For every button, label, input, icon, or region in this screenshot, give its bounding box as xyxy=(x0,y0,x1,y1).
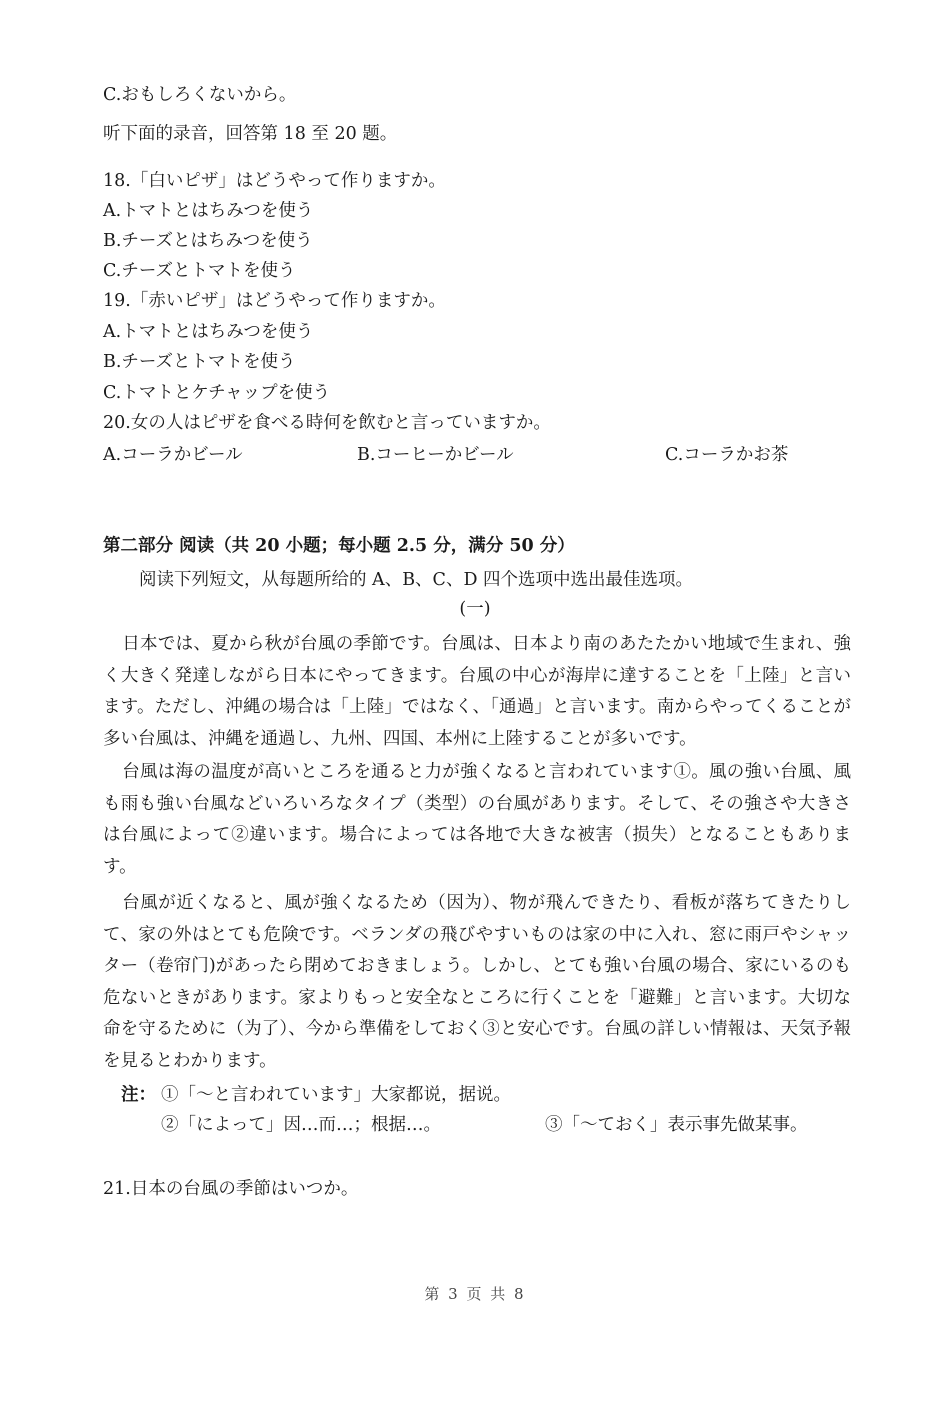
notes-label: 注： xyxy=(121,1085,156,1105)
question-21-stem: 21.日本の台風の季節はいつか。 xyxy=(103,1179,359,1199)
part2-instruction: 阅读下列短文，从每题所给的 A、B、C、D 四个选项中选出最佳选项。 xyxy=(139,570,694,590)
note-2: ②「によって」因…而…；根据…。 xyxy=(161,1115,441,1135)
note-1: ①「～と言われています」大家都说，据说。 xyxy=(161,1085,511,1105)
prev-question-option-c: C.おもしろくないから。 xyxy=(103,85,297,105)
question-19-option-b: B.チーズとトマトを使う xyxy=(103,352,296,372)
passage-paragraph-2: 台風は海の温度が高いところを通ると力が強くなると言われています①。風の強い台風、風も雨も強い台風などいろいろなタイプ（类型）の台風があります。そして、その強さや大きさは台風によって②違います。場合によっては各地で大きな被害（损失）となることもあります。 xyxy=(103,762,851,877)
question-20-option-c: C.コーラかお茶 xyxy=(665,445,789,465)
question-19-stem: 19.「赤いピザ」はどうやって作りますか。 xyxy=(103,291,446,311)
passage-paragraph-3: 台風が近くなると、風が強くなるため（因为）、物が飛んできたり、看板が落ちてきたりして、家の外はとても危険です。ベランダの飛びやすいものは家の中に入れ、窓に雨戸やシャッター（卷帘门)があったら閉めておきましょう。しかし、とても強い台風の場合、家にいるのも危ないときがあります。家よりもっと安全なところに行くことを「避難」と言います。大切な命を守るために（为了）、今から準備をしておく③と安心です。台風の詳しい情報は、天気予報を見るとわかります。 xyxy=(103,893,851,1071)
section-label: (一) xyxy=(459,599,491,619)
question-18-option-b: B.チーズとはちみつを使う xyxy=(103,231,313,251)
question-18-option-c: C.チーズとトマトを使う xyxy=(103,261,296,281)
question-18-option-a: A.トマトとはちみつを使う xyxy=(103,201,314,221)
question-18-stem: 18.「白いピザ」はどうやって作りますか。 xyxy=(103,171,446,191)
question-20-option-a: A.コーラかビール xyxy=(103,445,243,465)
question-19-option-c: C.トマトとケチャップを使う xyxy=(103,383,331,403)
question-19-option-a: A.トマトとはちみつを使う xyxy=(103,322,314,342)
listening-instruction: 听下面的录音，回答第 18 至 20 题。 xyxy=(103,124,398,144)
part2-header: 第二部分 阅读（共 20 小题；每小题 2.5 分，满分 50 分） xyxy=(103,536,575,556)
note-3: ③「～ておく」表示事先做某事。 xyxy=(545,1115,808,1135)
passage-paragraph-1: 日本では、夏から秋が台風の季節です。台風は、日本より南のあたたかい地域で生まれ、強く大きく発達しながら日本にやってきます。台風の中心が海岸に達することを「上陸」と言います。ただし、沖縄の場合は「上陸」ではなく、「通過」と言います。南からやってくることが多い台風は、沖縄を通過し、九州、四国、本州に上陸することが多いです。 xyxy=(103,634,851,749)
page-footer: 第 3 页 共 8 xyxy=(424,1285,526,1303)
question-20-stem: 20.女の人はピザを食べる時何を飲むと言っていますか。 xyxy=(103,413,551,433)
question-20-option-b: B.コーヒーかビール xyxy=(357,445,514,465)
